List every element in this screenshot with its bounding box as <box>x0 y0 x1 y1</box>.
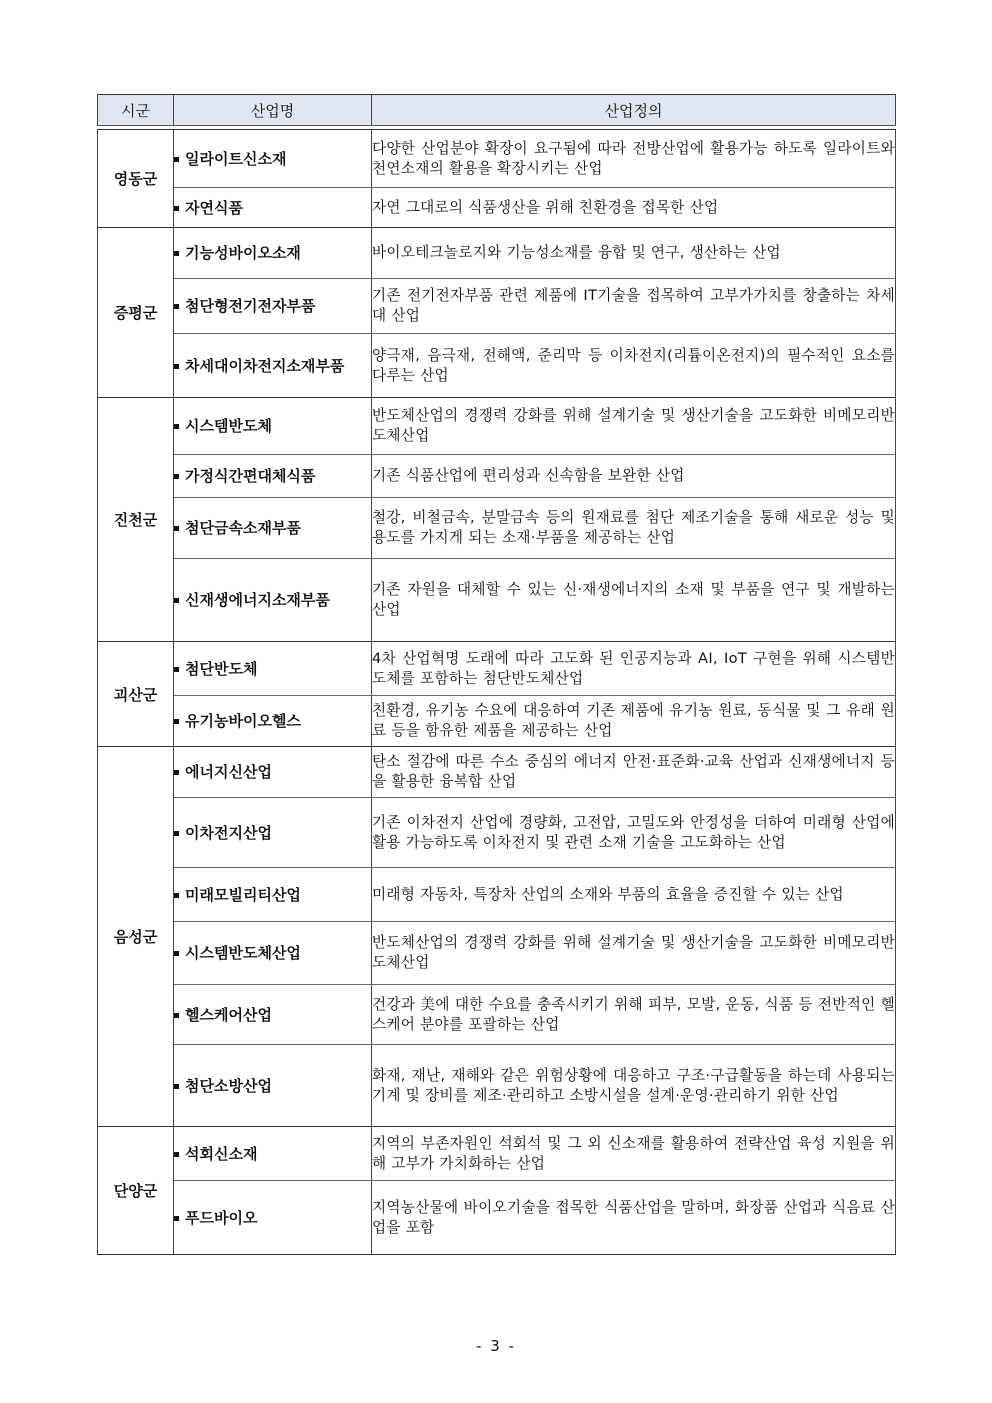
table-row <box>98 130 896 188</box>
table-row <box>98 398 896 455</box>
industry-name: 첨단반도체 <box>185 659 258 678</box>
industry-name: 신재생에너지소재부품 <box>185 591 330 609</box>
industry-definition: 탄소 절감에 따른 수소 중심의 에너지 안전·표준화·교육 산업과 신재생에너지 등을 활용한 융복합 산업 <box>372 747 896 798</box>
bullet-icon <box>174 667 179 672</box>
industry-definition: 기존 이차전지 산업에 경량화, 고전압, 고밀도와 안정성을 더하여 미래형 산업에 활용 가능하도록 이차전지 및 관련 소재 기술을 고도화하는 산업 <box>372 798 896 868</box>
industry-definition: 반도체산업의 경쟁력 강화를 위해 설계기술 및 생산기술을 고도화한 비메모리반도체산업 <box>372 922 896 985</box>
bullet-icon <box>174 598 179 603</box>
bullet-icon <box>174 206 179 211</box>
header-region: 시군 <box>98 95 174 126</box>
table-row <box>98 228 896 279</box>
industry-name: 푸드바이오 <box>185 1208 258 1227</box>
bullet-icon <box>174 474 179 479</box>
bullet-icon <box>174 1013 179 1018</box>
bullet-icon <box>174 364 179 369</box>
table-row <box>98 188 896 228</box>
table-row <box>98 798 896 868</box>
industry-definition: 지역농산물에 바이오기술을 접목한 식품산업을 말하며, 화장품 산업과 식음료 산업을 포함 <box>372 1181 896 1255</box>
industry-definition: 양극재, 음극재, 전해액, 준리막 등 이차전지(리튬이온전지)의 필수적인 요소를 다루는 산업 <box>372 334 896 398</box>
industry-name: 첨단형전기전자부품 <box>185 297 316 315</box>
industry-name: 유기농바이오헬스 <box>185 712 301 730</box>
industry-definition: 건강과 美에 대한 수요를 충족시키기 위해 피부, 모발, 운동, 식품 등 전반적인 헬스케어 분야를 포괄하는 산업 <box>372 985 896 1045</box>
header-definition: 산업정의 <box>372 95 896 126</box>
industry-name: 시스템반도체산업 <box>185 944 301 962</box>
region-cell: 진천군 <box>98 398 174 642</box>
industry-name: 기능성바이오소재 <box>185 244 301 262</box>
industry-name: 일라이트신소재 <box>185 149 287 168</box>
table-row <box>98 1127 896 1181</box>
industry-name: 에너지신산업 <box>185 763 272 781</box>
bullet-icon <box>174 951 179 956</box>
industry-name: 시스템반도체 <box>185 417 272 435</box>
industry-name: 자연식품 <box>185 198 243 217</box>
table-row <box>98 334 896 398</box>
table-row <box>98 455 896 498</box>
bullet-icon <box>174 719 179 724</box>
table-row <box>98 985 896 1045</box>
page-number: - 3 - <box>476 1337 516 1355</box>
region-cell: 영동군 <box>98 130 174 228</box>
bullet-icon <box>174 304 179 309</box>
bullet-icon <box>174 251 179 256</box>
region-cell: 단양군 <box>98 1127 174 1255</box>
table-row <box>98 279 896 334</box>
industry-definition: 기존 자원을 대체할 수 있는 신·재생에너지의 소재 및 부품을 연구 및 개발하는 산업 <box>372 559 896 642</box>
bullet-icon <box>174 831 179 836</box>
industry-definition: 다양한 산업분야 확장이 요구됨에 따라 전방산업에 활용가능 하도록 일라이트와 천연소재의 활용을 확장시키는 산업 <box>372 130 896 188</box>
industry-definition: 4차 산업혁명 도래에 따라 고도화 된 인공지능과 AI, IoT 구현을 위해 시스템반도체를 포함하는 첨단반도체산업 <box>372 642 896 696</box>
bullet-icon <box>174 1152 179 1157</box>
table-row <box>98 1181 896 1255</box>
bullet-icon <box>174 1084 179 1089</box>
industry-name: 가정식간편대체식품 <box>185 467 316 485</box>
table-row <box>98 696 896 747</box>
industry-table <box>97 94 896 1255</box>
table-row <box>98 868 896 922</box>
table-row <box>98 559 896 642</box>
industry-definition: 철강, 비철금속, 분말금속 등의 원재료를 첨단 제조기술을 통해 새로운 성능 및 용도를 가지게 되는 소재·부품을 제공하는 산업 <box>372 498 896 559</box>
industry-name: 이차전지산업 <box>185 823 272 842</box>
bullet-icon <box>174 1216 179 1221</box>
table-row <box>98 498 896 559</box>
bullet-icon <box>174 893 179 898</box>
table-row <box>98 642 896 696</box>
industry-name: 석회신소재 <box>185 1144 258 1163</box>
industry-definition: 화재, 재난, 재해와 같은 위험상황에 대응하고 구조·구급활동을 하는데 사용되는 기계 및 장비를 제조·관리하고 소방시설을 설계·운영·관리하기 위한 산업 <box>372 1045 896 1127</box>
industry-name: 미래모빌리티산업 <box>185 885 301 904</box>
industry-definition: 기존 식품산업에 편리성과 신속함을 보완한 산업 <box>372 455 896 498</box>
bullet-icon <box>174 770 179 775</box>
industry-definition: 자연 그대로의 식품생산을 위해 친환경을 접목한 산업 <box>372 188 896 228</box>
industry-definition: 바이오테크놀로지와 기능성소재를 융합 및 연구, 생산하는 산업 <box>372 228 896 279</box>
industry-definition: 미래형 자동차, 특장차 산업의 소재와 부품의 효율을 증진할 수 있는 산업 <box>372 868 896 922</box>
industry-definition: 지역의 부존자원인 석회석 및 그 외 신소재를 활용하여 전략산업 육성 지원을 위해 고부가 가치화하는 산업 <box>372 1127 896 1181</box>
bullet-icon <box>174 526 179 531</box>
industry-name: 첨단소방산업 <box>185 1076 272 1095</box>
header-industry: 산업명 <box>174 95 372 126</box>
table-row <box>98 1045 896 1127</box>
industry-name: 첨단금속소재부품 <box>185 519 301 537</box>
table-row <box>98 747 896 798</box>
industry-definition: 친환경, 유기농 수요에 대응하여 기존 제품에 유기농 원료, 동식물 및 그 유래 원료 등을 함유한 제품을 제공하는 산업 <box>372 696 896 747</box>
bullet-icon <box>174 157 179 162</box>
industry-name: 차세대이차전지소재부품 <box>185 356 345 375</box>
region-cell: 증평군 <box>98 228 174 398</box>
region-cell: 음성군 <box>98 747 174 1127</box>
region-cell: 괴산군 <box>98 642 174 747</box>
bullet-icon <box>174 424 179 429</box>
industry-definition: 반도체산업의 경쟁력 강화를 위해 설계기술 및 생산기술을 고도화한 비메모리반도체산업 <box>372 398 896 455</box>
industry-name: 헬스케어산업 <box>185 1005 272 1024</box>
table-row <box>98 922 896 985</box>
table-header-row <box>98 95 896 126</box>
industry-definition: 기존 전기전자부품 관련 제품에 IT기술을 접목하여 고부가가치를 창출하는 차세대 산업 <box>372 279 896 334</box>
